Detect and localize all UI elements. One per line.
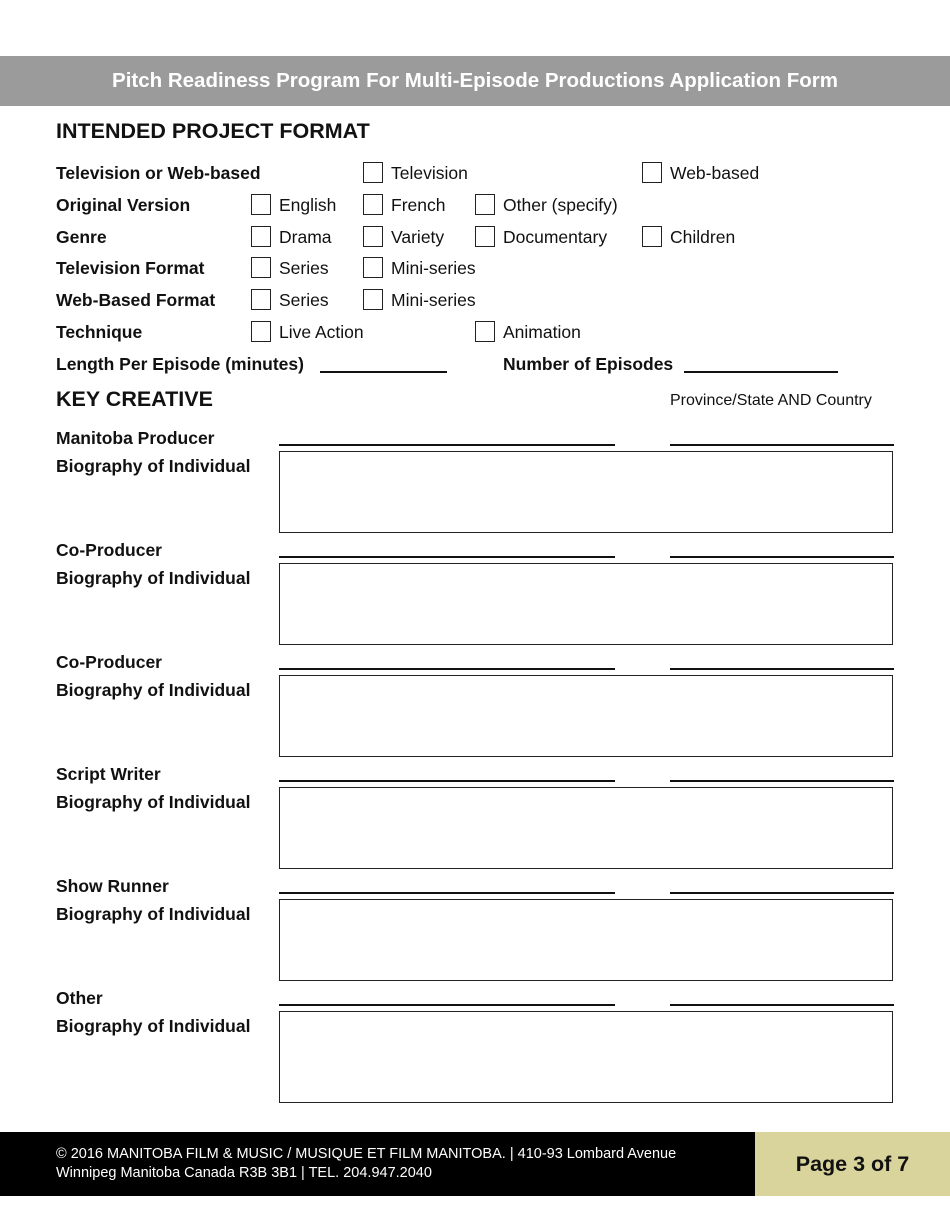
option-tv-series: Series — [279, 258, 329, 278]
bio-label-other: Biography of Individual — [56, 1016, 251, 1036]
checkbox-web-based[interactable] — [642, 162, 662, 183]
bio-textarea-co-producer-1[interactable] — [279, 563, 893, 645]
checkbox-television[interactable] — [363, 162, 383, 183]
form-title: Pitch Readiness Program For Multi-Episode Productions Application Form — [112, 69, 838, 92]
bio-textarea-other[interactable] — [279, 1011, 893, 1103]
label-number-of-episodes: Number of Episodes — [503, 354, 674, 374]
bio-textarea-manitoba-producer[interactable] — [279, 451, 893, 533]
province-country-field-co-producer-2[interactable] — [670, 668, 894, 670]
option-documentary: Documentary — [503, 227, 608, 247]
option-web-mini-series: Mini-series — [391, 290, 476, 310]
option-variety: Variety — [391, 227, 445, 247]
option-french: French — [391, 195, 446, 215]
bio-textarea-script-writer[interactable] — [279, 787, 893, 869]
name-field-co-producer-2[interactable] — [279, 668, 615, 670]
checkbox-tv-series[interactable] — [251, 257, 271, 278]
option-web-series: Series — [279, 290, 329, 310]
name-field-other[interactable] — [279, 1004, 615, 1006]
label-technique: Technique — [56, 322, 143, 342]
checkbox-children[interactable] — [642, 226, 662, 247]
name-field-script-writer[interactable] — [279, 780, 615, 782]
name-field-show-runner[interactable] — [279, 892, 615, 894]
role-label-co-producer-1: Co-Producer — [56, 540, 162, 560]
checkbox-live-action[interactable] — [251, 321, 271, 342]
bio-label-manitoba-producer: Biography of Individual — [56, 456, 251, 476]
number-of-episodes-field[interactable] — [684, 371, 838, 373]
checkbox-web-mini-series[interactable] — [363, 289, 383, 310]
checkbox-animation[interactable] — [475, 321, 495, 342]
option-other-specify: Other (specify) — [503, 195, 618, 215]
province-country-field-co-producer-1[interactable] — [670, 556, 894, 558]
option-english: English — [279, 195, 337, 215]
checkbox-english[interactable] — [251, 194, 271, 215]
label-web-based-format: Web-Based Format — [56, 290, 216, 310]
bio-label-show-runner: Biography of Individual — [56, 904, 251, 924]
footer-line-1: © 2016 MANITOBA FILM & MUSIC / MUSIQUE ET FILM MANITOBA. | 410-93 Lombard Avenue — [56, 1146, 677, 1162]
province-country-header: Province/State AND Country — [670, 392, 872, 409]
option-television: Television — [391, 163, 468, 183]
checkbox-french[interactable] — [363, 194, 383, 215]
option-animation: Animation — [503, 322, 581, 342]
province-country-field-manitoba-producer[interactable] — [670, 444, 894, 446]
label-genre: Genre — [56, 227, 107, 247]
role-label-manitoba-producer: Manitoba Producer — [56, 428, 215, 448]
name-field-manitoba-producer[interactable] — [279, 444, 615, 446]
label-tv-or-web: Television or Web-based — [56, 163, 261, 183]
page-indicator — [755, 1132, 950, 1196]
province-country-field-other[interactable] — [670, 1004, 894, 1006]
bio-textarea-show-runner[interactable] — [279, 899, 893, 981]
name-field-co-producer-1[interactable] — [279, 556, 615, 558]
checkbox-web-series[interactable] — [251, 289, 271, 310]
checkbox-variety[interactable] — [363, 226, 383, 247]
footer — [0, 1132, 755, 1196]
option-tv-mini-series: Mini-series — [391, 258, 476, 278]
footer-line-2: Winnipeg Manitoba Canada R3B 3B1 | TEL. 204.947.2040 — [56, 1165, 432, 1181]
option-drama: Drama — [279, 227, 332, 247]
label-original-version: Original Version — [56, 195, 191, 215]
option-web-based: Web-based — [670, 163, 760, 183]
footer-address — [56, 1145, 676, 1183]
option-live-action: Live Action — [279, 322, 364, 342]
length-per-episode-field[interactable] — [320, 371, 447, 373]
section-title-key-creative: KEY CREATIVE — [56, 387, 213, 411]
bio-label-co-producer-1: Biography of Individual — [56, 568, 251, 588]
section-title-format: INTENDED PROJECT FORMAT — [56, 119, 370, 143]
role-label-other: Other — [56, 988, 103, 1008]
option-children: Children — [670, 227, 736, 247]
province-country-field-show-runner[interactable] — [670, 892, 894, 894]
bio-label-co-producer-2: Biography of Individual — [56, 680, 251, 700]
role-label-show-runner: Show Runner — [56, 876, 169, 896]
checkbox-tv-mini-series[interactable] — [363, 257, 383, 278]
label-television-format: Television Format — [56, 258, 205, 278]
role-label-script-writer: Script Writer — [56, 764, 161, 784]
role-label-co-producer-2: Co-Producer — [56, 652, 162, 672]
checkbox-documentary[interactable] — [475, 226, 495, 247]
checkbox-drama[interactable] — [251, 226, 271, 247]
checkbox-other-specify[interactable] — [475, 194, 495, 215]
bio-textarea-co-producer-2[interactable] — [279, 675, 893, 757]
form-title-banner — [0, 56, 950, 106]
bio-label-script-writer: Biography of Individual — [56, 792, 251, 812]
province-country-field-script-writer[interactable] — [670, 780, 894, 782]
page-label: Page 3 of 7 — [795, 1151, 910, 1176]
label-length-per-episode: Length Per Episode (minutes) — [56, 354, 304, 374]
